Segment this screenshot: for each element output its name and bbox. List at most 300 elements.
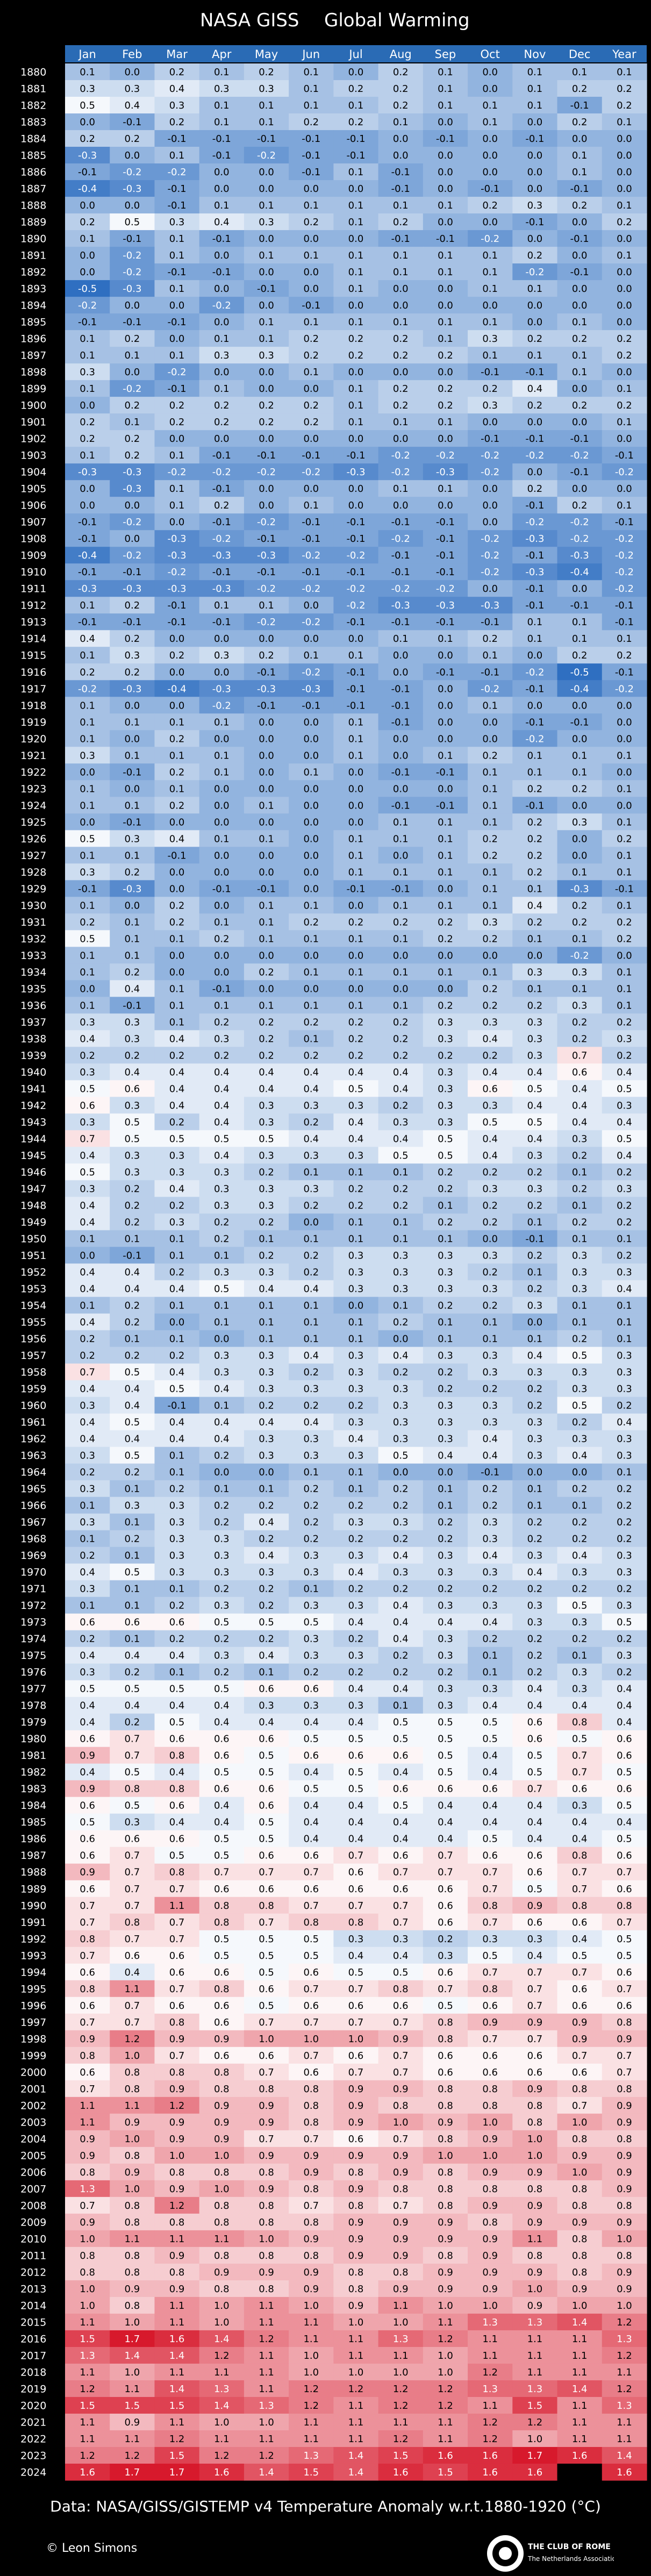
cell-value-label: 0.9	[348, 2117, 364, 2128]
cell-value-label: 0.3	[214, 1600, 230, 1612]
cell-value-label: -0.1	[212, 483, 231, 495]
cell-value-label: 0.3	[438, 1284, 453, 1295]
cell-value-label: -0.1	[346, 700, 365, 711]
cell-value-label: 1.1	[527, 2234, 543, 2245]
cell-value-label: 0.1	[259, 250, 274, 261]
cell-value-label: 1.1	[259, 2367, 274, 2378]
cell-value-label: 0.1	[214, 1300, 230, 1312]
cell-value-label: -0.1	[123, 567, 141, 578]
cell-value-label: 0.9	[617, 2150, 632, 2162]
year-label: 1986	[20, 1833, 46, 1845]
cell-value-label: 0.3	[80, 1183, 95, 1194]
cell-value-label: 1.0	[572, 2300, 588, 2312]
cell-value-label: 0.5	[214, 1950, 230, 1962]
cell-value-label: 0.9	[482, 2267, 498, 2278]
cell-value-label: 0.2	[527, 917, 543, 928]
cell-value-label: 0.6	[303, 2000, 319, 2012]
cell-value-label: 0.1	[393, 483, 409, 495]
cell-value-label: 0.0	[438, 733, 453, 745]
cell-value-label: 0.2	[125, 1050, 140, 1061]
cell-value-label: 0.5	[438, 1750, 453, 1762]
cell-value-label: 1.2	[617, 2350, 632, 2362]
cell-value-label: 0.2	[303, 1050, 319, 1061]
cell-value-label: -0.1	[391, 717, 410, 728]
cell-value-label: 0.6	[572, 1917, 588, 1928]
cell-value-label: 0.2	[303, 217, 319, 228]
cell-value-label: 0.7	[482, 1917, 498, 1928]
cell-value-label: 0.3	[348, 1517, 364, 1528]
cell-value-label: 0.0	[572, 417, 588, 428]
year-label: 1895	[20, 317, 46, 328]
cell-value-label: 0.2	[80, 1334, 95, 1345]
cell-value-label: 0.2	[80, 1550, 95, 1562]
cell-value-label: 0.5	[259, 1767, 274, 1778]
cell-value-label: 0.1	[617, 67, 632, 78]
cell-value-label: 0.3	[393, 1434, 409, 1445]
cell-value-label: 0.2	[303, 350, 319, 361]
cell-value-label: 0.2	[438, 1534, 453, 1545]
cell-value-label: 0.8	[527, 2184, 543, 2195]
cell-value-label: 0.1	[169, 1000, 185, 1011]
cell-value-label: 0.5	[393, 1734, 409, 1745]
cell-value-label: 0.3	[438, 1650, 453, 1662]
cell-value-label: 0.0	[303, 283, 319, 295]
cell-value-label: 0.2	[125, 433, 140, 445]
cell-value-label: 0.2	[572, 900, 588, 911]
cell-value-label: 0.2	[393, 1534, 409, 1545]
cell-value-label: 0.2	[303, 1250, 319, 1261]
cell-value-label: 0.3	[125, 833, 140, 845]
cell-value-label: 0.6	[348, 2000, 364, 2012]
cell-value-label: 0.4	[617, 1117, 632, 1128]
chart-title: NASA GISS	[200, 10, 299, 31]
cell-value-label: 0.4	[393, 1350, 409, 1362]
cell-value-label: 0.0	[125, 900, 140, 911]
cell-value-label: 0.5	[259, 1617, 274, 1628]
cell-value-label: 0.4	[527, 1567, 543, 1578]
cell-value-label: 1.3	[617, 2334, 632, 2345]
cell-value-label: 0.3	[80, 83, 95, 95]
cell-value-label: -0.1	[212, 617, 231, 628]
cell-value-label: 0.5	[393, 1450, 409, 1462]
cell-value-label: 0.1	[259, 1000, 274, 1011]
cell-value-label: 0.3	[348, 1700, 364, 1712]
cell-value-label: 0.4	[572, 1100, 588, 1111]
cell-value-label: 0.9	[303, 2284, 319, 2295]
cell-value-label: 0.0	[303, 950, 319, 961]
cell-value-label: -0.2	[481, 533, 499, 545]
cell-value-label: -0.3	[302, 683, 320, 695]
cell-value-label: 0.4	[393, 1817, 409, 1828]
cell-value-label: 0.6	[482, 1850, 498, 1862]
cell-value-label: -0.1	[570, 717, 589, 728]
cell-value-label: 0.2	[527, 833, 543, 845]
cell-value-label: 0.3	[80, 1517, 95, 1528]
cell-value-label: -0.1	[391, 517, 410, 528]
cell-value-label: 0.2	[303, 1117, 319, 1128]
cell-value-label: 0.3	[259, 1367, 274, 1378]
cell-value-label: 0.4	[482, 1133, 498, 1144]
cell-value-label: 0.0	[259, 850, 274, 861]
cell-value-label: 0.8	[348, 2284, 364, 2295]
year-label: 1989	[20, 1883, 46, 1895]
cell-value-label: 0.1	[393, 1217, 409, 1228]
cell-value-label: 0.3	[482, 1100, 498, 1111]
cell-value-label: 0.2	[438, 1050, 453, 1061]
cell-value-label: -0.3	[212, 683, 231, 695]
year-label: 1900	[20, 400, 46, 412]
cell-value-label: 0.5	[438, 1767, 453, 1778]
cell-value-label: 0.6	[438, 2050, 453, 2062]
cell-value-label: -0.3	[212, 583, 231, 595]
cell-value-label: -0.1	[391, 700, 410, 711]
cell-value-label: 0.2	[214, 1450, 230, 1462]
cell-value-label: 0.5	[527, 1767, 543, 1778]
cell-value-label: 0.6	[80, 1800, 95, 1812]
cell-value-label: 0.1	[572, 367, 588, 378]
cell-value-label: 0.1	[125, 750, 140, 761]
cell-value-label: 0.2	[482, 1384, 498, 1395]
cell-value-label: 0.1	[348, 1467, 364, 1478]
cell-value-label: 0.0	[169, 433, 185, 445]
cell-value-label: 0.7	[393, 2067, 409, 2078]
cell-value-label: 1.0	[125, 2184, 140, 2195]
cell-value-label: 1.2	[482, 2367, 498, 2378]
cell-value-label: 0.0	[303, 600, 319, 611]
cell-value-label: 0.8	[259, 2167, 274, 2178]
cell-value-label: 0.2	[527, 250, 543, 261]
cell-value-label: 0.1	[438, 317, 453, 328]
cell-value-label: -0.3	[123, 683, 141, 695]
cell-value-label: 0.2	[438, 1934, 453, 1945]
cell-value-label: 0.3	[259, 1434, 274, 1445]
cell-value-label: -0.1	[391, 617, 410, 628]
cell-value-label: 0.5	[125, 217, 140, 228]
cell-value-label: -0.1	[391, 233, 410, 245]
cell-value-label: 0.4	[482, 1434, 498, 1445]
cell-value-label: 0.2	[438, 917, 453, 928]
cell-value-label: 0.8	[572, 2234, 588, 2245]
cell-value-label: 0.4	[393, 1550, 409, 1562]
cell-value-label: 0.0	[393, 1334, 409, 1345]
cell-value-label: 0.2	[393, 1017, 409, 1028]
cell-value-label: 0.9	[482, 2167, 498, 2178]
cell-value-label: 0.1	[572, 1317, 588, 1328]
cell-value-label: 0.0	[214, 317, 230, 328]
cell-value-label: 0.8	[303, 2117, 319, 2128]
cell-value-label: 0.4	[125, 1384, 140, 1395]
cell-value-label: 0.3	[527, 1434, 543, 1445]
cell-value-label: 0.7	[303, 1900, 319, 1912]
cell-value-label: 0.2	[259, 1017, 274, 1028]
cell-value-label: 0.2	[125, 1350, 140, 1362]
cell-value-label: 0.9	[80, 2217, 95, 2228]
cell-value-label: 0.0	[303, 633, 319, 645]
cell-value-label: 0.2	[125, 600, 140, 611]
cell-value-label: 0.1	[169, 250, 185, 261]
cell-value-label: -0.1	[570, 100, 589, 111]
cell-value-label: 1.1	[259, 2350, 274, 2362]
cell-value-label: 0.3	[393, 1517, 409, 1528]
cell-value-label: 0.1	[438, 900, 453, 911]
cell-value-label: 0.2	[393, 917, 409, 928]
cell-value-label: 0.4	[438, 1450, 453, 1462]
cell-value-label: 1.1	[348, 2417, 364, 2428]
cell-value-label: 0.9	[572, 2017, 588, 2028]
cell-value-label: 0.5	[527, 1117, 543, 1128]
cell-value-label: 0.5	[80, 1083, 95, 1094]
cell-value-label: 0.0	[348, 900, 364, 911]
year-label: 2000	[20, 2066, 46, 2078]
cell-value-label: 1.1	[572, 2400, 588, 2412]
cell-value-label: 0.8	[169, 1784, 185, 1795]
cell-value-label: 0.4	[482, 1700, 498, 1712]
cell-value-label: -0.2	[525, 517, 544, 528]
cell-value-label: 0.3	[348, 1367, 364, 1378]
cell-value-label: 0.6	[80, 1884, 95, 1895]
cell-value-label: -0.1	[391, 767, 410, 778]
cell-value-label: 0.5	[214, 1934, 230, 1945]
cell-value-label: 0.0	[125, 783, 140, 795]
cell-value-label: 0.1	[438, 1500, 453, 1512]
cell-value-label: -0.3	[78, 467, 97, 478]
cell-value-label: -0.2	[615, 683, 634, 695]
cell-value-label: -0.2	[346, 583, 365, 595]
cell-value-label: 0.3	[482, 1534, 498, 1545]
cell-value-label: 0.0	[617, 950, 632, 961]
year-label: 1906	[20, 500, 46, 512]
cell-value-label: 0.1	[214, 1317, 230, 1328]
year-label: 1976	[20, 1666, 46, 1678]
cell-value-label: 0.1	[393, 1700, 409, 1712]
year-label: 2016	[20, 2333, 46, 2345]
cell-value-label: 1.0	[527, 2150, 543, 2162]
cell-value-label: 1.3	[527, 2317, 543, 2328]
cell-value-label: 0.2	[527, 400, 543, 411]
cell-value-label: -0.1	[123, 1000, 141, 1011]
cell-value-label: 0.7	[617, 2050, 632, 2062]
cell-value-label: 0.9	[169, 2117, 185, 2128]
cell-value-label: 0.3	[169, 1567, 185, 1578]
cell-value-label: 0.9	[617, 2167, 632, 2178]
cell-value-label: 0.8	[214, 1917, 230, 1928]
cell-value-label: 1.1	[80, 2117, 95, 2128]
cell-value-label: -0.2	[212, 467, 231, 478]
cell-value-label: 0.6	[348, 2134, 364, 2145]
cell-value-label: 0.3	[259, 217, 274, 228]
cell-value-label: 0.8	[438, 2200, 453, 2212]
cell-value-label: 0.4	[482, 1550, 498, 1562]
cell-value-label: 1.2	[393, 2400, 409, 2412]
cell-value-label: 0.3	[259, 1200, 274, 1211]
cell-value-label: 0.0	[125, 200, 140, 211]
cell-value-label: 1.6	[572, 2450, 588, 2461]
cell-value-label: 0.0	[617, 183, 632, 195]
year-label: 1968	[20, 1533, 46, 1545]
cell-value-label: 1.0	[393, 2117, 409, 2128]
cell-value-label: 0.4	[169, 1100, 185, 1111]
cell-value-label: 0.1	[348, 1217, 364, 1228]
cell-value-label: 0.8	[438, 2017, 453, 2028]
year-label: 1924	[20, 800, 46, 812]
cell-value-label: -0.4	[78, 183, 97, 195]
cell-value-label: 0.1	[259, 317, 274, 328]
cell-value-label: 0.2	[572, 650, 588, 661]
year-label: 1885	[20, 150, 46, 162]
cell-value-label: 0.4	[259, 1284, 274, 1295]
cell-value-label: 0.1	[80, 67, 95, 78]
cell-value-label: 0.1	[303, 1584, 319, 1595]
year-label: 2003	[20, 2116, 46, 2128]
cell-value-label: 0.1	[214, 717, 230, 728]
cell-value-label: 1.7	[125, 2334, 140, 2345]
cell-value-label: -0.1	[436, 133, 455, 145]
cell-value-label: 1.5	[527, 2400, 543, 2412]
cell-value-label: 0.0	[617, 367, 632, 378]
cell-value-label: 0.7	[303, 2050, 319, 2062]
cell-value-label: 0.7	[438, 1867, 453, 1878]
cell-value-label: 0.1	[438, 1334, 453, 1345]
cell-value-label: 0.1	[348, 1484, 364, 1495]
cell-value-label: 0.4	[214, 1817, 230, 1828]
cell-value-label: 0.0	[80, 483, 95, 495]
cell-value-label: 0.0	[303, 833, 319, 845]
year-label: 1970	[20, 1566, 46, 1578]
cell-value-label: 0.9	[393, 2167, 409, 2178]
cell-value-label: 0.3	[259, 1567, 274, 1578]
cell-value-label: 1.1	[572, 2434, 588, 2445]
cell-value-label: 0.3	[303, 1183, 319, 1194]
cell-value-label: 0.4	[617, 1717, 632, 1728]
cell-value-label: 0.2	[303, 1517, 319, 1528]
year-label: 1898	[20, 367, 46, 378]
cell-value-label: -0.2	[481, 450, 499, 461]
cell-value-label: 0.8	[527, 2100, 543, 2112]
cell-value-label: 0.6	[303, 1967, 319, 1978]
cell-value-label: 0.8	[169, 1750, 185, 1762]
cell-value-label: 0.1	[169, 450, 185, 461]
cell-value-label: 0.0	[527, 183, 543, 195]
cell-value-label: 0.9	[259, 2267, 274, 2278]
cell-value-label: -0.2	[615, 550, 634, 561]
cell-value-label: 0.5	[348, 1767, 364, 1778]
cell-value-label: 0.1	[214, 1400, 230, 1412]
cell-value-label: 0.1	[393, 267, 409, 278]
cell-value-label: 0.1	[303, 1033, 319, 1044]
cell-value-label: 0.1	[80, 967, 95, 978]
cell-value-label: 0.2	[482, 1584, 498, 1595]
cell-value-label: 0.0	[169, 1317, 185, 1328]
year-label: 1886	[20, 167, 46, 178]
cell-value-label: 0.6	[80, 1617, 95, 1628]
cell-value-label: 1.0	[80, 2234, 95, 2245]
cell-value-label: 0.3	[259, 1150, 274, 1161]
year-label: 1916	[20, 667, 46, 678]
cell-value-label: 0.1	[617, 1317, 632, 1328]
cell-value-label: 0.0	[617, 317, 632, 328]
cell-value-label: -0.1	[302, 167, 320, 178]
cell-value-label: 0.2	[438, 1183, 453, 1194]
cell-value-label: 1.0	[438, 2350, 453, 2362]
cell-value-label: 0.4	[214, 1434, 230, 1445]
cell-value-label: 0.0	[438, 783, 453, 795]
cell-value-label: 0.5	[527, 1884, 543, 1895]
cell-value-label: 1.4	[125, 2350, 140, 2362]
year-label: 2017	[20, 2350, 46, 2362]
cell-value-label: 0.6	[259, 1984, 274, 1995]
cell-value-label: 1.6	[214, 2467, 230, 2478]
cell-value-label: 0.9	[348, 2217, 364, 2228]
cell-value-label: 0.2	[259, 1600, 274, 1612]
cell-value-label: 0.4	[393, 1067, 409, 1078]
cell-value-label: -0.2	[615, 583, 634, 595]
cell-value-label: 0.1	[617, 633, 632, 645]
cell-value-label: 0.8	[214, 1900, 230, 1912]
cell-value-label: 0.0	[527, 467, 543, 478]
cell-value-label: 0.1	[80, 717, 95, 728]
heatmap-cell-empty	[557, 2464, 603, 2481]
cell-value-label: 0.1	[617, 967, 632, 978]
cell-value-label: 0.2	[214, 1634, 230, 1645]
cell-value-label: 0.0	[259, 983, 274, 994]
cell-value-label: 0.2	[527, 1000, 543, 1011]
cell-value-label: 0.3	[527, 1550, 543, 1562]
cell-value-label: 0.2	[617, 1050, 632, 1061]
cell-value-label: 0.8	[169, 2017, 185, 2028]
cell-value-label: 0.9	[438, 2234, 453, 2245]
cell-value-label: 0.2	[617, 350, 632, 361]
cell-value-label: 0.0	[125, 67, 140, 78]
cell-value-label: 0.1	[572, 933, 588, 944]
cell-value-label: 0.3	[348, 1417, 364, 1428]
cell-value-label: 0.2	[572, 117, 588, 128]
cell-value-label: 0.2	[303, 1267, 319, 1278]
cell-value-label: 0.7	[125, 2017, 140, 2028]
cell-value-label: 0.5	[259, 2000, 274, 2012]
cell-value-label: 0.9	[169, 2250, 185, 2262]
cell-value-label: 0.9	[259, 2150, 274, 2162]
cell-value-label: 0.1	[572, 750, 588, 761]
cell-value-label: 0.8	[482, 2084, 498, 2095]
cell-value-label: 0.3	[259, 1350, 274, 1362]
cell-value-label: 0.2	[527, 817, 543, 828]
cell-value-label: 1.2	[259, 2450, 274, 2461]
year-label: 1982	[20, 1766, 46, 1778]
cell-value-label: -0.2	[212, 700, 231, 711]
cell-value-label: 1.0	[125, 2367, 140, 2378]
cell-value-label: 0.2	[348, 1634, 364, 1645]
cell-value-label: 0.1	[348, 383, 364, 395]
cell-value-label: 0.8	[303, 1917, 319, 1928]
cell-value-label: 1.0	[303, 2350, 319, 2362]
cell-value-label: 0.2	[169, 917, 185, 928]
cell-value-label: 0.7	[80, 1950, 95, 1962]
cell-value-label: 1.1	[169, 2300, 185, 2312]
cell-value-label: 0.6	[303, 2067, 319, 2078]
cell-value-label: 1.4	[617, 2450, 632, 2461]
cell-value-label: 0.4	[80, 633, 95, 645]
cell-value-label: 0.1	[572, 617, 588, 628]
cell-value-label: 1.6	[527, 2467, 543, 2478]
cell-value-label: 0.3	[572, 967, 588, 978]
cell-value-label: 0.1	[527, 67, 543, 78]
cell-value-label: 0.0	[482, 733, 498, 745]
cell-value-label: 0.0	[214, 367, 230, 378]
cell-value-label: 0.1	[80, 850, 95, 861]
cell-value-label: 0.2	[482, 1500, 498, 1512]
cell-value-label: 0.5	[572, 1734, 588, 1745]
cell-value-label: 0.5	[617, 1950, 632, 1962]
